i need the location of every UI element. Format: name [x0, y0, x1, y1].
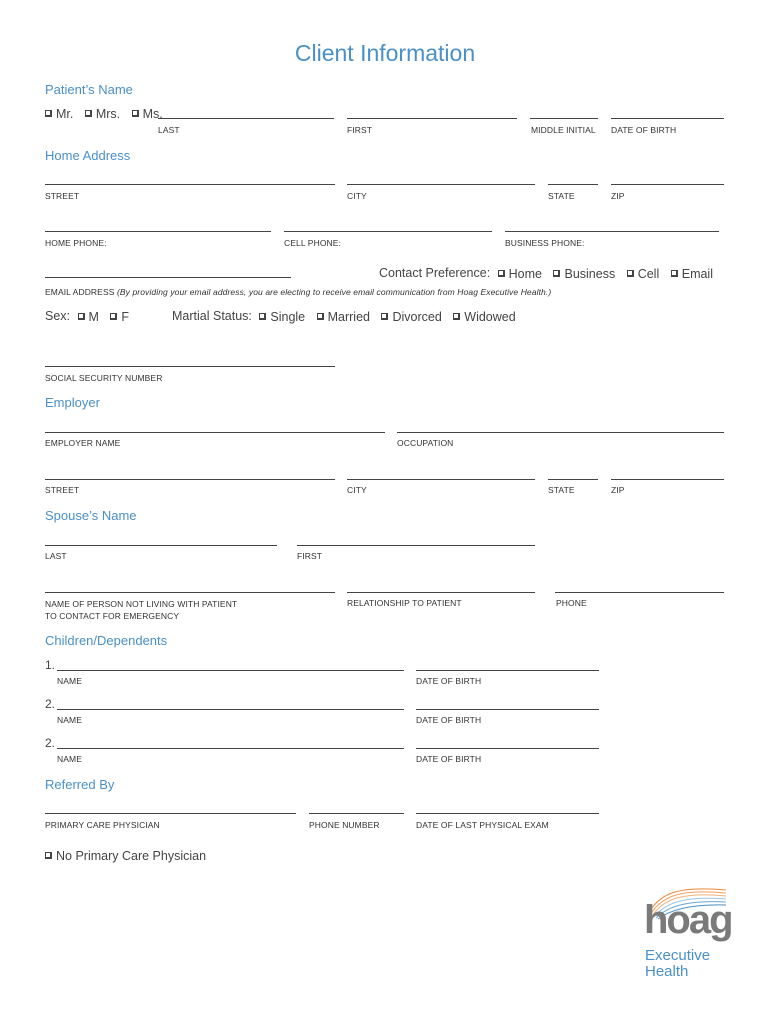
marital-divorced-checkbox[interactable]: Divorced	[377, 310, 441, 324]
employer-state-field[interactable]	[548, 479, 598, 480]
checkbox-icon	[498, 270, 505, 277]
last-label: LAST	[158, 125, 180, 135]
sex-m-checkbox[interactable]: M	[74, 310, 99, 324]
emergency-relationship-field[interactable]	[347, 592, 535, 593]
child-dob-label: DATE OF BIRTH	[416, 676, 482, 686]
marital-group	[172, 309, 520, 324]
spouse-first-field[interactable]	[297, 545, 535, 546]
logo-brand: hoag	[644, 898, 732, 942]
checkbox-icon	[671, 270, 678, 277]
title-mr-checkbox[interactable]: Mr.	[41, 107, 73, 121]
no-pcp-checkbox[interactable]: No Primary Care Physician	[41, 848, 210, 863]
business-phone-label: BUSINESS PHONE:	[505, 238, 585, 248]
email-field[interactable]	[45, 277, 291, 278]
checkbox-icon	[381, 313, 388, 320]
contact-home-checkbox[interactable]: Home	[494, 267, 542, 281]
pcp-label: PRIMARY CARE PHYSICIAN	[45, 820, 160, 830]
section-spouse-name: Spouse’s Name	[45, 508, 137, 523]
first-label: FIRST	[347, 125, 373, 135]
emergency-relationship-label: RELATIONSHIP TO PATIENT	[347, 598, 462, 608]
sex-f-checkbox[interactable]: F	[106, 310, 129, 324]
section-home-address: Home Address	[45, 148, 131, 163]
dob-field[interactable]	[611, 118, 724, 119]
employer-city-label: CITY	[347, 485, 367, 495]
child-2-dob-field[interactable]	[416, 709, 599, 710]
title-options	[41, 106, 167, 121]
occupation-label: OCCUPATION	[397, 438, 454, 448]
child-number: 2.	[45, 736, 56, 750]
last-exam-label: DATE OF LAST PHYSICAL EXAM	[416, 820, 549, 830]
marital-widowed-checkbox[interactable]: Widowed	[449, 310, 515, 324]
child-1-dob-field[interactable]	[416, 670, 599, 671]
contact-preference	[379, 266, 717, 281]
ssn-label: SOCIAL SECURITY NUMBER	[45, 373, 163, 383]
checkbox-icon	[627, 270, 634, 277]
emergency-phone-label: PHONE	[556, 598, 587, 608]
employer-name-field[interactable]	[45, 432, 385, 433]
home-phone-label: HOME PHONE:	[45, 238, 107, 248]
employer-city-field[interactable]	[347, 479, 535, 480]
child-2-name-field[interactable]	[57, 709, 404, 710]
cell-phone-field[interactable]	[284, 231, 492, 232]
email-label: EMAIL ADDRESS (By providing your email address, you are electing to receive email communication from Hoag Executive Health.)	[45, 287, 552, 297]
home-state-field[interactable]	[548, 184, 598, 185]
child-name-label: NAME	[57, 754, 82, 764]
checkbox-icon	[132, 110, 139, 117]
employer-name-label: EMPLOYER NAME	[45, 438, 121, 448]
contact-preference-label: Contact Preference:	[379, 266, 491, 280]
ssn-field[interactable]	[45, 366, 335, 367]
section-children: Children/Dependents	[45, 633, 168, 648]
checkbox-icon	[317, 313, 324, 320]
title-ms-checkbox[interactable]: Ms.	[128, 107, 163, 121]
contact-cell-checkbox[interactable]: Cell	[623, 267, 660, 281]
hoag-logo	[640, 884, 740, 984]
checkbox-icon	[85, 110, 92, 117]
spouse-last-field[interactable]	[45, 545, 277, 546]
logo-line1: Executive	[645, 947, 711, 964]
middle-initial-field[interactable]	[530, 118, 598, 119]
child-1-name-field[interactable]	[57, 670, 404, 671]
home-zip-field[interactable]	[611, 184, 724, 185]
home-street-field[interactable]	[45, 184, 335, 185]
marital-label: Martial Status:	[172, 309, 252, 323]
title-mrs-checkbox[interactable]: Mrs.	[81, 107, 120, 121]
pcp-field[interactable]	[45, 813, 296, 814]
home-city-field[interactable]	[347, 184, 535, 185]
last-name-field[interactable]	[158, 118, 334, 119]
home-phone-field[interactable]	[45, 231, 271, 232]
employer-zip-label: ZIP	[611, 485, 625, 495]
section-employer: Employer	[45, 395, 100, 410]
dob-label: DATE OF BIRTH	[611, 125, 677, 135]
pcp-phone-field[interactable]	[309, 813, 404, 814]
logo-line2: Health	[645, 963, 689, 980]
marital-married-checkbox[interactable]: Married	[313, 310, 370, 324]
employer-zip-field[interactable]	[611, 479, 724, 480]
city-label: CITY	[347, 191, 367, 201]
occupation-field[interactable]	[397, 432, 724, 433]
section-referred-by: Referred By	[45, 777, 115, 792]
middle-initial-label: MIDDLE INITIAL	[531, 125, 596, 135]
child-name-label: NAME	[57, 715, 82, 725]
child-dob-label: DATE OF BIRTH	[416, 715, 482, 725]
checkbox-icon	[45, 110, 52, 117]
email-note: (By providing your email address, you are electing to receive email communication from Hoag Executive Health.)	[116, 287, 552, 297]
zip-label: ZIP	[611, 191, 625, 201]
checkbox-icon	[45, 852, 52, 859]
checkbox-icon	[110, 313, 117, 320]
checkbox-icon	[259, 313, 266, 320]
checkbox-icon	[553, 270, 560, 277]
state-label: STATE	[548, 191, 575, 201]
cell-phone-label: CELL PHONE:	[284, 238, 341, 248]
spouse-first-label: FIRST	[297, 551, 323, 561]
page-title: Client Information	[294, 40, 476, 66]
section-patient-name: Patient’s Name	[45, 82, 133, 97]
child-number: 1.	[45, 658, 56, 672]
checkbox-icon	[78, 313, 85, 320]
checkbox-icon	[453, 313, 460, 320]
employer-street-field[interactable]	[45, 479, 335, 480]
child-dob-label: DATE OF BIRTH	[416, 754, 482, 764]
employer-state-label: STATE	[548, 485, 575, 495]
first-name-field[interactable]	[347, 118, 517, 119]
street-label: STREET	[45, 191, 80, 201]
child-name-label: NAME	[57, 676, 82, 686]
sex-group	[45, 309, 133, 324]
contact-business-checkbox[interactable]: Business	[549, 267, 615, 281]
child-3-name-field[interactable]	[57, 748, 404, 749]
business-phone-field[interactable]	[505, 231, 719, 232]
emergency-phone-field[interactable]	[555, 592, 724, 593]
sex-label: Sex:	[45, 309, 71, 323]
spouse-last-label: LAST	[45, 551, 67, 561]
marital-single-checkbox[interactable]: Single	[255, 310, 305, 324]
emergency-name-label: NAME OF PERSON NOT LIVING WITH PATIENT TO CONTACT FOR EMERGENCY	[45, 599, 238, 621]
emergency-name-field[interactable]	[45, 592, 335, 593]
contact-email-checkbox[interactable]: Email	[667, 267, 713, 281]
pcp-phone-label: PHONE NUMBER	[309, 820, 380, 830]
last-exam-field[interactable]	[416, 813, 599, 814]
child-number: 2.	[45, 697, 56, 711]
child-3-dob-field[interactable]	[416, 748, 599, 749]
employer-street-label: STREET	[45, 485, 80, 495]
